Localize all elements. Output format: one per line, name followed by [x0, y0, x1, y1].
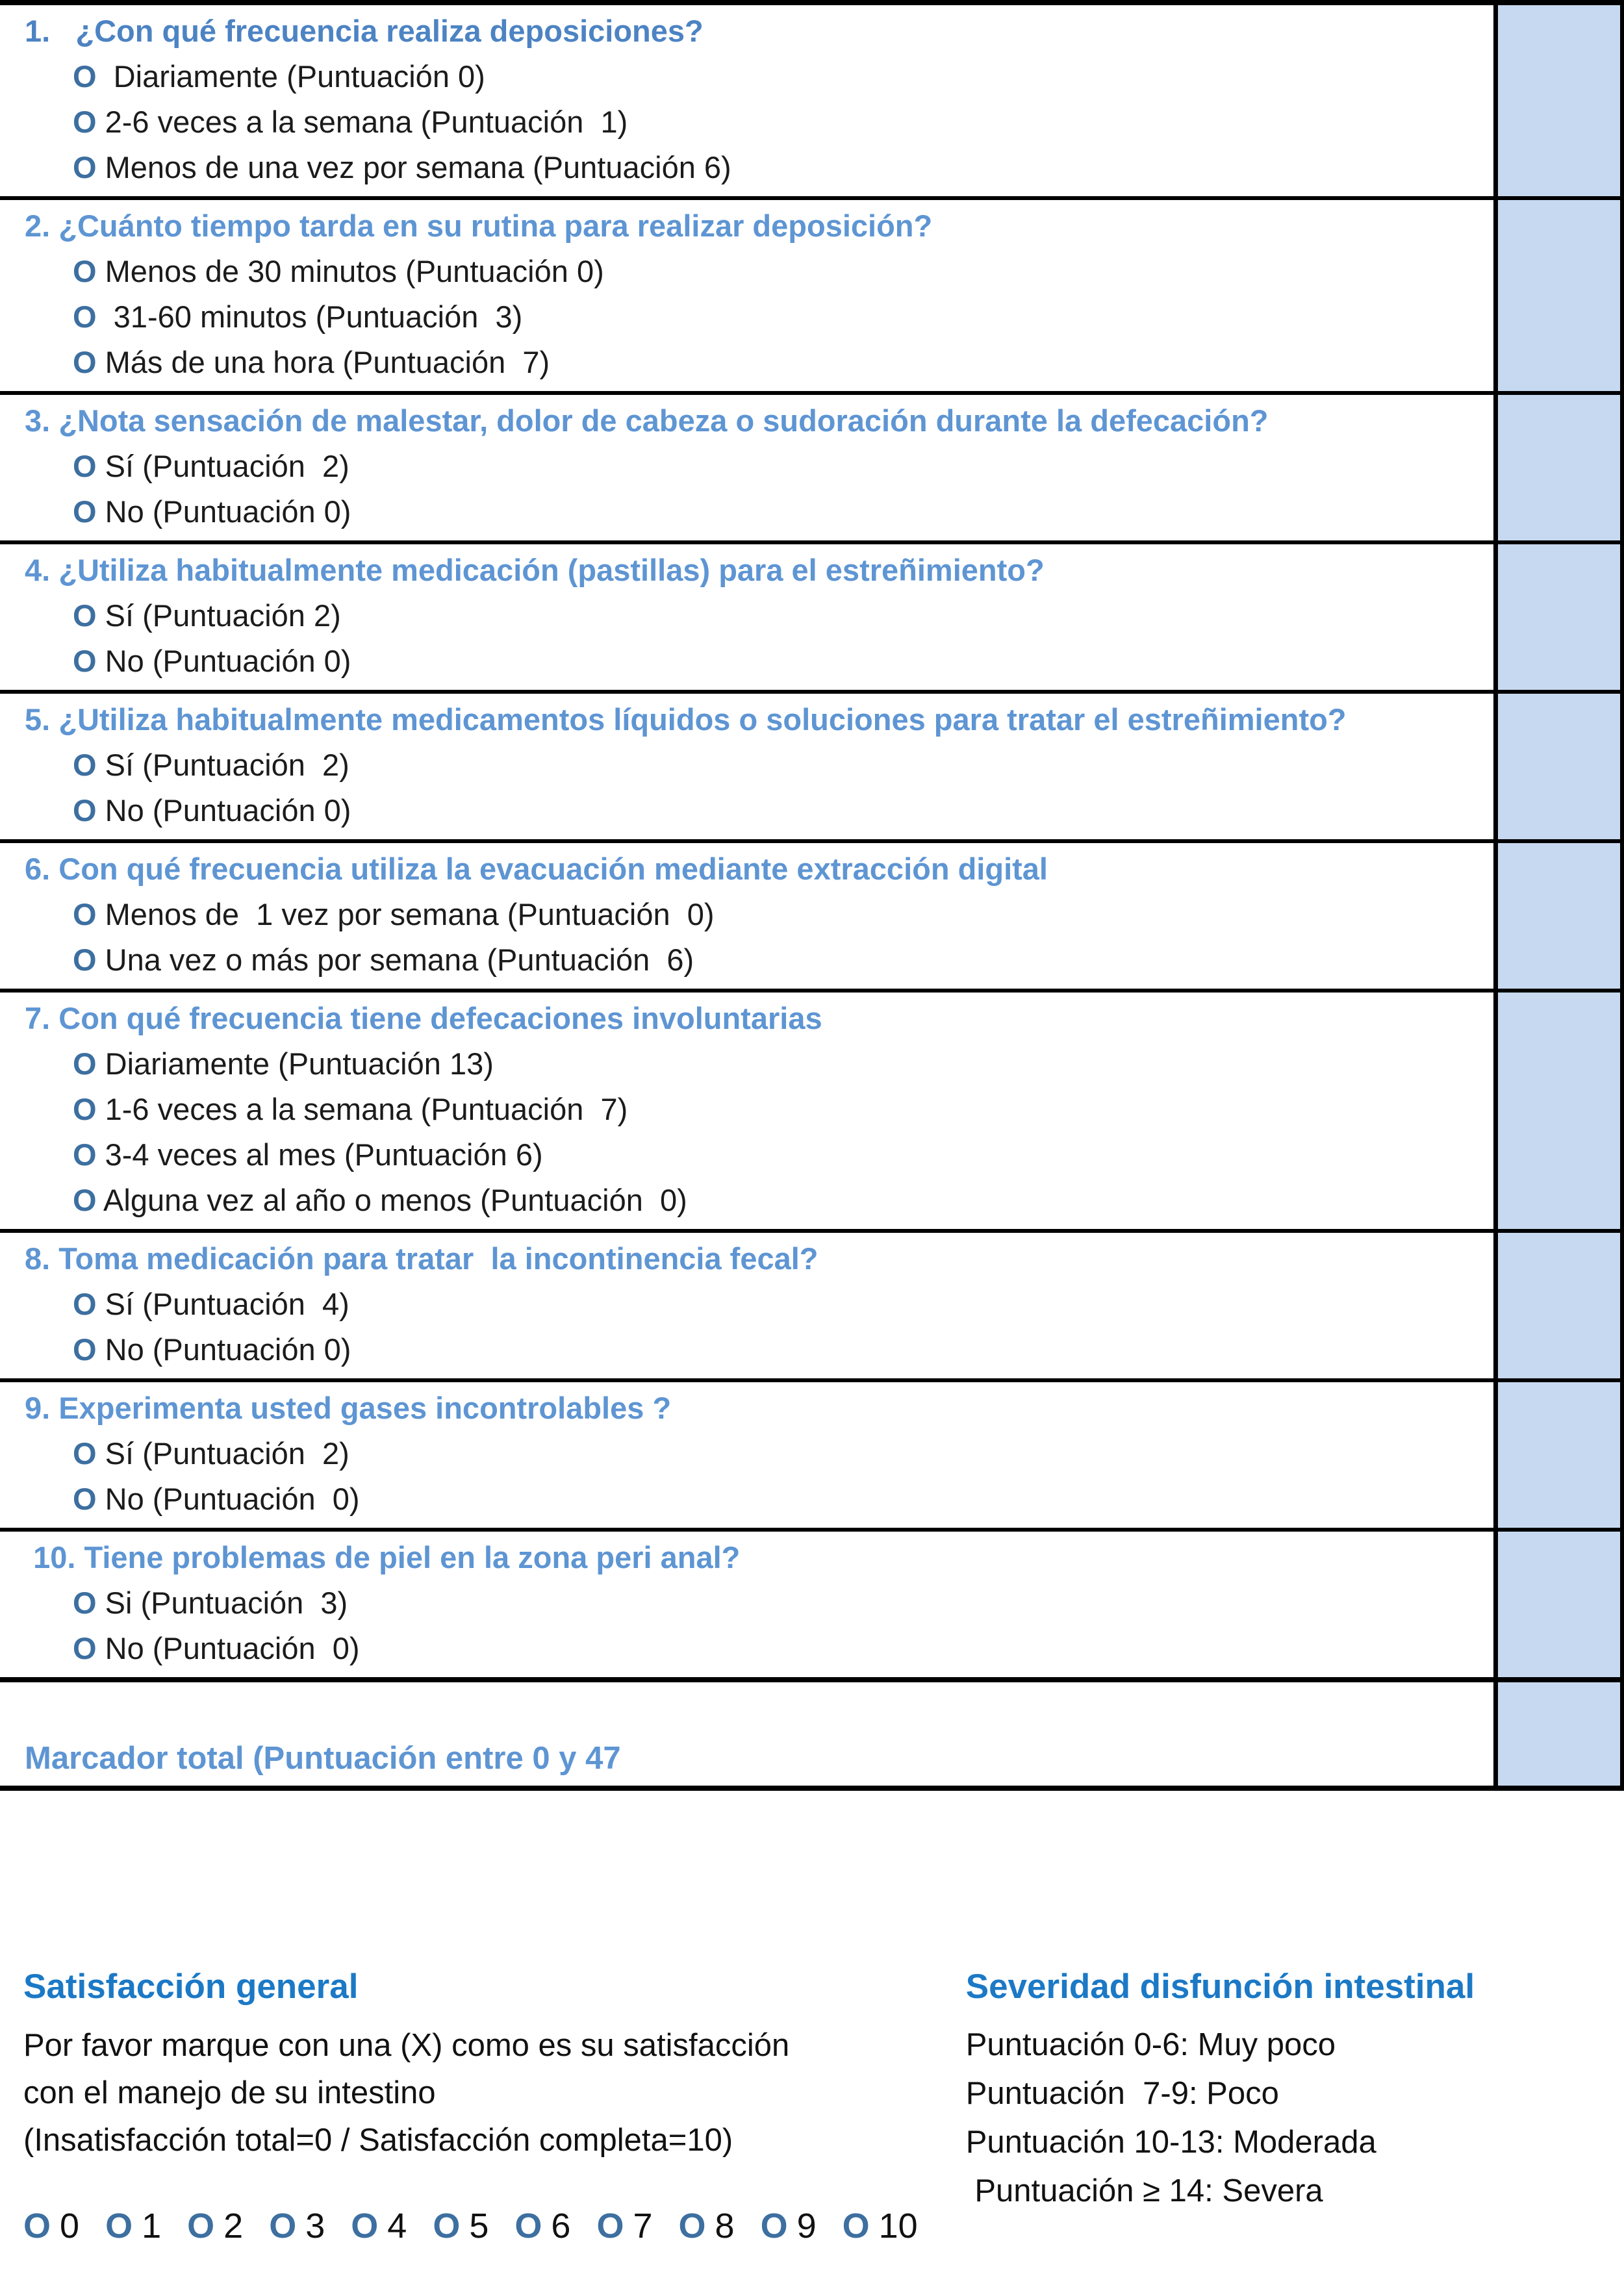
- question-cell-6: [0, 843, 1493, 989]
- question-heading-5: 5. ¿Utiliza habitualmente medicamentos líquidos o soluciones para tratar el estreñimiento?: [25, 702, 1347, 737]
- option-q5-1[interactable]: [25, 742, 1478, 788]
- scale-value: 10: [878, 2207, 918, 2245]
- severity-legend-item: Puntuación 0-6: Muy poco: [965, 2027, 1336, 2062]
- option-q6-1[interactable]: [25, 892, 1478, 937]
- option-label: Si (Puntuación 3): [96, 1586, 348, 1620]
- radio-bullet-icon[interactable]: O: [73, 748, 97, 782]
- scale-option-10[interactable]: [843, 2206, 918, 2246]
- option-q7-4[interactable]: [25, 1178, 1478, 1223]
- question-row-3: [0, 395, 1624, 544]
- scale-value: 8: [715, 2207, 735, 2245]
- question-row-2: [0, 200, 1624, 395]
- scale-option-0[interactable]: [23, 2206, 79, 2246]
- option-q7-1[interactable]: [25, 1041, 1478, 1087]
- score-cell-q7[interactable]: [1493, 993, 1624, 1229]
- score-cell-q6[interactable]: [1493, 843, 1624, 989]
- score-cell-q4[interactable]: [1493, 544, 1624, 690]
- option-q2-1[interactable]: [25, 249, 1478, 294]
- option-label: Diariamente (Puntuación 13): [96, 1046, 494, 1081]
- satisfaction-instruction-line: (Insatisfacción total=0 / Satisfacción completa=10): [23, 2123, 733, 2158]
- question-cell-5: [0, 694, 1493, 839]
- score-cell-q10[interactable]: [1493, 1532, 1624, 1677]
- scale-value: 1: [142, 2207, 162, 2245]
- score-cell-q3[interactable]: [1493, 395, 1624, 540]
- radio-bullet-icon[interactable]: O: [73, 1092, 97, 1126]
- scale-option-2[interactable]: [187, 2206, 243, 2246]
- radio-bullet-icon[interactable]: O: [73, 1436, 97, 1471]
- radio-bullet-icon[interactable]: O: [73, 345, 97, 379]
- option-q8-1[interactable]: [25, 1282, 1478, 1327]
- radio-bullet-icon[interactable]: O: [73, 793, 97, 828]
- severity-legend-item: Puntuación ≥ 14: Severa: [965, 2173, 1323, 2208]
- option-q6-2[interactable]: [25, 937, 1478, 983]
- question-heading-3: 3. ¿Nota sensación de malestar, dolor de cabeza o sudoración durante la defecación?: [25, 403, 1269, 438]
- question-row-6: [0, 843, 1624, 993]
- total-row: [0, 1682, 1624, 1791]
- radio-bullet-icon[interactable]: O: [187, 2207, 215, 2245]
- option-q4-1[interactable]: [25, 593, 1478, 639]
- question-cell-8: [0, 1233, 1493, 1378]
- question-heading-1: 1. ¿Con qué frecuencia realiza deposiciones?: [25, 14, 704, 48]
- option-q9-1[interactable]: [25, 1431, 1478, 1476]
- score-cell-q8[interactable]: [1493, 1233, 1624, 1378]
- radio-bullet-icon[interactable]: O: [73, 59, 97, 94]
- radio-bullet-icon[interactable]: O: [73, 1137, 97, 1172]
- question-row-1: [0, 5, 1624, 200]
- radio-bullet-icon[interactable]: O: [73, 1482, 97, 1516]
- option-label: Sí (Puntuación 4): [96, 1287, 349, 1321]
- radio-bullet-icon[interactable]: O: [73, 254, 97, 288]
- option-label: Más de una hora (Puntuación 7): [96, 345, 550, 379]
- question-heading-10: 10. Tiene problemas de piel en la zona peri anal?: [25, 1540, 741, 1574]
- option-label: No (Puntuación 0): [96, 1631, 360, 1665]
- option-q10-2[interactable]: [25, 1626, 1478, 1671]
- option-label: Diariamente (Puntuación 0): [96, 59, 485, 94]
- scale-value: 6: [551, 2207, 571, 2245]
- radio-bullet-icon[interactable]: O: [269, 2207, 297, 2245]
- radio-bullet-icon[interactable]: O: [73, 1631, 97, 1665]
- scale-option-6[interactable]: [514, 2206, 570, 2246]
- question-heading-2: 2. ¿Cuánto tiempo tarda en su rutina para realizar deposición?: [25, 209, 933, 243]
- severity-legend: [966, 2021, 1624, 2216]
- satisfaction-instruction-line: Por favor marque con una (X) como es su satisfacción: [23, 2028, 790, 2063]
- scale-option-3[interactable]: [269, 2206, 325, 2246]
- score-cell-q2[interactable]: [1493, 200, 1624, 391]
- radio-bullet-icon[interactable]: O: [73, 150, 97, 184]
- option-q1-2[interactable]: [25, 99, 1478, 145]
- option-label: 2-6 veces a la semana (Puntuación 1): [96, 105, 628, 139]
- radio-bullet-icon[interactable]: O: [73, 494, 97, 529]
- option-q2-3[interactable]: [25, 340, 1478, 385]
- option-label: Sí (Puntuación 2): [96, 1436, 349, 1471]
- total-label: Marcador total (Puntuación entre 0 y 47: [25, 1741, 621, 1776]
- scale-value: 7: [633, 2207, 653, 2245]
- radio-bullet-icon[interactable]: O: [433, 2207, 461, 2245]
- satisfaction-scale: [23, 2206, 944, 2246]
- radio-bullet-icon[interactable]: O: [842, 2207, 870, 2245]
- radio-bullet-icon[interactable]: O: [105, 2207, 133, 2245]
- question-row-5: [0, 694, 1624, 843]
- scale-value: 3: [305, 2207, 325, 2245]
- scale-value: 9: [796, 2207, 817, 2245]
- question-cell-1: [0, 5, 1493, 196]
- severity-heading: Severidad disfunción intestinal: [965, 1967, 1475, 2006]
- option-label: Alguna vez al año o menos (Puntuación 0): [96, 1183, 687, 1217]
- question-cell-7: [0, 993, 1493, 1229]
- scale-value: 5: [469, 2207, 489, 2245]
- radio-bullet-icon[interactable]: O: [351, 2207, 379, 2245]
- option-label: No (Puntuación 0): [96, 793, 351, 828]
- radio-bullet-icon[interactable]: O: [514, 2207, 542, 2245]
- option-label: No (Puntuación 0): [96, 1332, 351, 1367]
- radio-bullet-icon[interactable]: O: [73, 105, 97, 139]
- satisfaction-instruction-line: con el manejo de su intestino: [23, 2075, 436, 2110]
- question-heading-7: 7. Con qué frecuencia tiene defecaciones involuntarias: [25, 1001, 822, 1035]
- satisfaction-instructions: [23, 2022, 944, 2164]
- option-q9-2[interactable]: [25, 1476, 1478, 1522]
- question-row-9: [0, 1382, 1624, 1532]
- radio-bullet-icon[interactable]: O: [760, 2207, 788, 2245]
- footer-sections: [0, 1966, 1624, 2246]
- option-q10-1[interactable]: [25, 1580, 1478, 1626]
- option-q1-1[interactable]: [25, 54, 1478, 99]
- scale-option-8[interactable]: [679, 2206, 735, 2246]
- option-label: Una vez o más por semana (Puntuación 6): [96, 942, 694, 977]
- radio-bullet-icon[interactable]: O: [73, 897, 97, 931]
- question-cell-3: [0, 395, 1493, 540]
- option-label: Menos de 1 vez por semana (Puntuación 0): [96, 897, 715, 931]
- radio-bullet-icon[interactable]: O: [678, 2207, 706, 2245]
- radio-bullet-icon[interactable]: O: [73, 1332, 97, 1367]
- radio-bullet-icon[interactable]: O: [73, 1586, 97, 1620]
- question-row-7: [0, 993, 1624, 1233]
- option-label: 31-60 minutos (Puntuación 3): [96, 299, 523, 334]
- option-q7-3[interactable]: [25, 1132, 1478, 1178]
- radio-bullet-icon[interactable]: O: [73, 644, 97, 678]
- question-row-8: [0, 1233, 1624, 1382]
- radio-bullet-icon[interactable]: O: [73, 1183, 97, 1217]
- question-heading-4: 4. ¿Utiliza habitualmente medicación (pastillas) para el estreñimiento?: [25, 553, 1045, 587]
- scale-option-4[interactable]: [351, 2206, 407, 2246]
- radio-bullet-icon[interactable]: O: [596, 2207, 624, 2245]
- radio-bullet-icon[interactable]: O: [73, 942, 97, 977]
- satisfaction-heading: Satisfacción general: [23, 1967, 359, 2006]
- option-label: Menos de 30 minutos (Puntuación 0): [96, 254, 604, 288]
- option-label: Sí (Puntuación 2): [96, 598, 341, 633]
- score-cell-q9[interactable]: [1493, 1382, 1624, 1528]
- scale-value: 2: [223, 2207, 244, 2245]
- option-label: Menos de una vez por semana (Puntuación 6): [96, 150, 731, 184]
- radio-bullet-icon[interactable]: O: [73, 449, 97, 483]
- severity-legend-item: Puntuación 10-13: Moderada: [965, 2125, 1377, 2160]
- total-cell: [0, 1682, 1493, 1786]
- question-row-10: [0, 1532, 1624, 1682]
- score-cell-q1[interactable]: [1493, 5, 1624, 196]
- radio-bullet-icon[interactable]: O: [73, 598, 97, 633]
- question-heading-6: 6. Con qué frecuencia utiliza la evacuación mediante extracción digital: [25, 852, 1048, 886]
- radio-bullet-icon[interactable]: O: [73, 1046, 97, 1081]
- question-cell-10: [0, 1532, 1493, 1677]
- option-q7-2[interactable]: [25, 1087, 1478, 1132]
- question-heading-8: 8. Toma medicación para tratar la incontinencia fecal?: [25, 1241, 818, 1276]
- option-label: Sí (Puntuación 2): [96, 748, 349, 782]
- radio-bullet-icon[interactable]: O: [73, 1287, 97, 1321]
- option-label: 1-6 veces a la semana (Puntuación 7): [96, 1092, 628, 1126]
- radio-bullet-icon[interactable]: O: [23, 2207, 51, 2245]
- question-heading-9: 9. Experimenta usted gases incontrolables ?: [25, 1391, 672, 1425]
- question-cell-2: [0, 200, 1493, 391]
- question-cell-4: [0, 544, 1493, 690]
- scale-option-5[interactable]: [433, 2206, 488, 2246]
- question-row-4: [0, 544, 1624, 694]
- option-label: No (Puntuación 0): [96, 1482, 360, 1516]
- severity-legend-item: Puntuación 7-9: Poco: [965, 2076, 1279, 2111]
- scale-value: 0: [60, 2207, 80, 2245]
- option-q3-2[interactable]: [25, 489, 1478, 535]
- severity-section: [944, 1966, 1624, 2246]
- scale-option-7[interactable]: [596, 2206, 652, 2246]
- option-q3-1[interactable]: [25, 444, 1478, 489]
- option-q4-2[interactable]: [25, 639, 1478, 684]
- scale-value: 4: [387, 2207, 407, 2245]
- satisfaction-section: [0, 1966, 944, 2246]
- option-label: No (Puntuación 0): [96, 494, 351, 529]
- option-q5-2[interactable]: [25, 788, 1478, 833]
- scale-option-1[interactable]: [105, 2206, 161, 2246]
- option-label: 3-4 veces al mes (Puntuación 6): [96, 1137, 543, 1172]
- option-q2-2[interactable]: [25, 294, 1478, 340]
- question-cell-9: [0, 1382, 1493, 1528]
- option-q8-2[interactable]: [25, 1327, 1478, 1372]
- score-cell-q5[interactable]: [1493, 694, 1624, 839]
- radio-bullet-icon[interactable]: O: [73, 299, 97, 334]
- option-label: Sí (Puntuación 2): [96, 449, 349, 483]
- scale-option-9[interactable]: [761, 2206, 817, 2246]
- option-label: No (Puntuación 0): [96, 644, 351, 678]
- score-cell-total[interactable]: [1493, 1682, 1624, 1786]
- option-q1-3[interactable]: [25, 145, 1478, 190]
